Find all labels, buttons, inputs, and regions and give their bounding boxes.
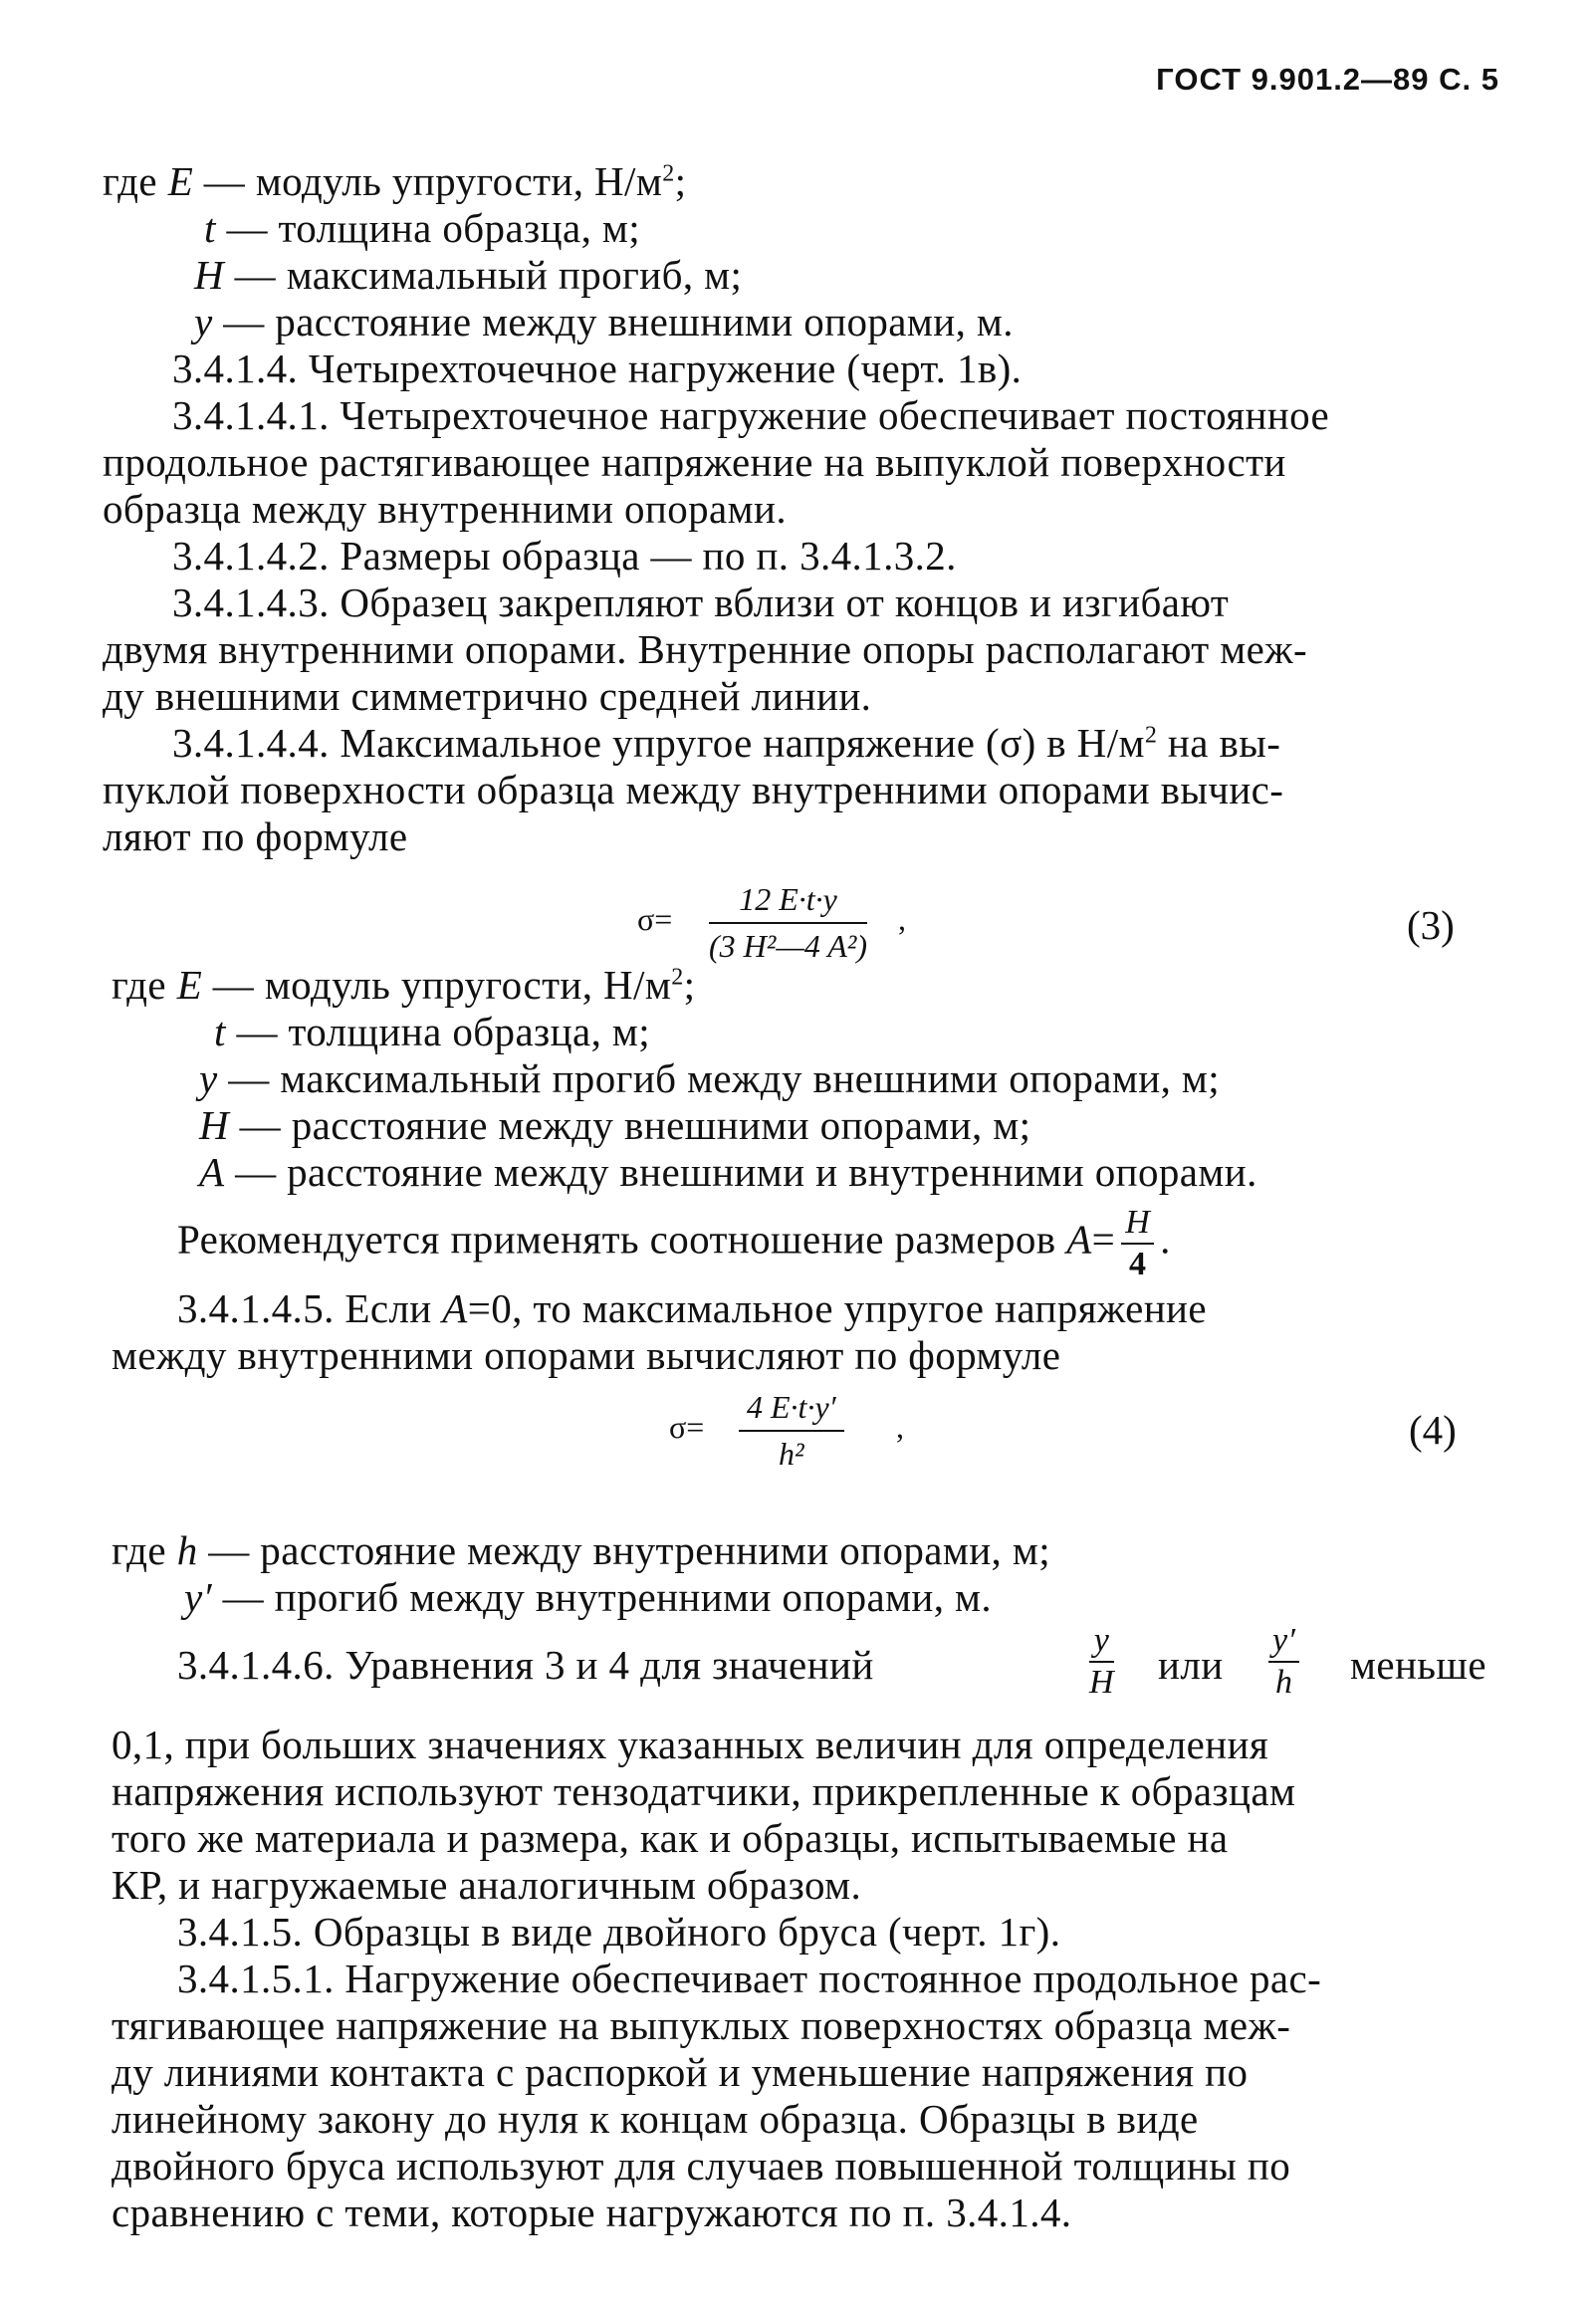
equation-number-4: (4): [1409, 1407, 1457, 1453]
paragraph-line: тягивающее напряжение на выпуклых поверхностях образца меж-: [112, 2002, 1291, 2048]
paragraph-line: двойного бруса используют для случаев повышенной толщины по: [112, 2143, 1291, 2189]
variable-symbol: H: [194, 252, 225, 298]
paragraph-line: ду линиями контакта с распоркой и уменьшение напряжения по: [112, 2049, 1249, 2095]
paragraph-line: [172, 719, 1280, 767]
paragraph-line: образца между внутренними опорами.: [103, 486, 787, 532]
paragraph-line: пуклой поверхности образца между внутренними опорами вычис-: [103, 767, 1284, 812]
formula-denominator: h²: [779, 1436, 804, 1472]
definition-prefix: где: [103, 158, 168, 204]
definition-prefix: где: [112, 962, 177, 1008]
paragraph-line: сравнению с теми, которые нагружаются по п. 3.4.1.4.: [112, 2190, 1072, 2235]
paragraph-line: 3.4.1.4.3. Образец закрепляют вблизи от концов и изгибают: [172, 579, 1230, 625]
variable-symbol: E: [176, 962, 203, 1008]
paragraph-line: 0,1, при больших значениях указанных величин для определения: [112, 1722, 1269, 1767]
formula-numerator: 12 E·t·y: [739, 881, 837, 917]
definition-line: [199, 1054, 1220, 1102]
superscript: 2: [1144, 722, 1158, 749]
definition-text: — расстояние между внешними и внутренними опорами.: [224, 1149, 1257, 1195]
paragraph-line: линейному закону до нуля к концам образца. Образцы в виде: [112, 2096, 1199, 2142]
definition-text: — максимальный прогиб между внешними опорами, м;: [217, 1055, 1221, 1101]
paragraph-line: двумя внутренними опорами. Внутренние опоры располагают меж-: [103, 626, 1307, 672]
formula-numerator: 4 E·t·y′: [747, 1389, 836, 1425]
variable-symbol: y: [194, 299, 213, 345]
inline-fraction: [1268, 1623, 1299, 1701]
variable-symbol: A: [199, 1149, 225, 1195]
fraction-numerator: y: [1089, 1623, 1114, 1663]
definition-text: — прогиб между внутренними опорами, м.: [211, 1574, 993, 1620]
paragraph-line: 3.4.1.4.1. Четырехточечное нагружение обеспечивает постоянное: [172, 392, 1330, 438]
definition-line: [214, 1008, 650, 1055]
definition-suffix: ;: [674, 158, 687, 204]
paragraph-line: КР, и нагружаемые аналогичным образом.: [112, 1862, 862, 1908]
paragraph-line: продольное растягивающее напряжение на выпуклой поверхности: [103, 439, 1286, 485]
paragraph-text: =0, то максимальное упругое напряжение: [467, 1285, 1207, 1331]
definition-text: — толщина образца, м;: [225, 1009, 651, 1054]
equation-number-3: (3): [1407, 902, 1455, 948]
definition-text: — расстояние между внутренними опорами, м;: [197, 1527, 1050, 1573]
inline-fraction: [1121, 1205, 1154, 1282]
fraction-denominator: H: [1089, 1664, 1114, 1701]
paragraph-3-4-1-4: 3.4.1.4. Четырехточечное нагружение (черт. 1в).: [172, 346, 1023, 391]
definition-line: [112, 961, 695, 1009]
superscript: 2: [671, 964, 684, 991]
superscript: 2: [662, 160, 675, 187]
definition-line: [184, 1573, 992, 1621]
definition-text: — модуль упругости, Н/м: [193, 158, 663, 204]
paragraph-line: ляют по формуле: [103, 813, 408, 859]
definition-line: [112, 1526, 1050, 1574]
definition-line: [103, 157, 686, 205]
variable-symbol: y′: [184, 1574, 212, 1620]
paragraph-text: 3.4.1.4.5. Если: [177, 1285, 443, 1331]
variable-symbol: E: [167, 158, 194, 204]
variable-symbol: h: [176, 1527, 198, 1573]
paragraph-line: ду внешними симметрично средней линии.: [103, 673, 872, 719]
paragraph-text: или: [1158, 1642, 1224, 1688]
variable-symbol: H: [199, 1102, 230, 1148]
formula-lhs: σ=: [669, 1409, 705, 1445]
recommendation-line: [177, 1205, 1171, 1282]
equals-sign: =: [1091, 1216, 1116, 1263]
variable-symbol: A: [1066, 1216, 1092, 1263]
formula-comma: ,: [896, 1409, 904, 1445]
running-head: ГОСТ 9.901.2—89 С. 5: [1156, 62, 1499, 97]
variable-symbol: A: [442, 1285, 468, 1331]
definition-suffix: ;: [683, 962, 696, 1008]
formula-fraction: [739, 1389, 844, 1473]
paragraph-line: 3.4.1.5.1. Нагружение обеспечивает постоянное продольное рас-: [177, 1956, 1322, 2001]
fraction-denominator: 4: [1128, 1246, 1147, 1282]
paragraph-text: 3.4.1.4.6. Уравнения 3 и 4 для значений: [177, 1642, 874, 1688]
paragraph-3-4-1-5: 3.4.1.5. Образцы в виде двойного бруса (черт. 1г).: [177, 1909, 1061, 1955]
definition-line: [194, 251, 742, 299]
definition-text: — толщина образца, м;: [215, 205, 641, 251]
formula-4: [669, 1389, 968, 1472]
formula-lhs: σ=: [637, 901, 673, 937]
definition-line: [194, 298, 1014, 346]
formula-denominator: (3 H²—4 A²): [709, 928, 868, 964]
definition-line: [204, 204, 640, 252]
recommendation-text: Рекомендуется применять соотношение размеров: [177, 1216, 1067, 1263]
formula-3: [637, 881, 996, 964]
paragraph-line: между внутренними опорами вычисляют по формуле: [112, 1332, 1061, 1378]
formula-fraction: [709, 881, 867, 965]
paragraph-line: того же материала и размера, как и образцы, испытываемые на: [112, 1815, 1229, 1861]
paragraph-3-4-1-4-2: 3.4.1.4.2. Размеры образца — по п. 3.4.1.3.2.: [172, 533, 957, 578]
paragraph-line: напряжения используют тензодатчики, прикрепленные к образцам: [112, 1768, 1296, 1814]
definition-prefix: где: [112, 1527, 177, 1573]
paragraph-text: меньше: [1350, 1642, 1486, 1688]
fraction-denominator: h: [1274, 1664, 1293, 1701]
definition-text: — расстояние между внешними опорами, м.: [212, 299, 1014, 345]
paragraph-text: 3.4.1.4.4. Максимальное упругое напряжение (σ) в Н/м: [172, 720, 1145, 766]
definition-text: — расстояние между внешними опорами, м;: [229, 1102, 1031, 1148]
variable-symbol: t: [204, 205, 216, 251]
recommendation-suffix: .: [1160, 1216, 1171, 1263]
inline-fraction: [1089, 1623, 1114, 1701]
definition-text: — модуль упругости, Н/м: [202, 962, 672, 1008]
definition-text: — максимальный прогиб, м;: [224, 252, 743, 298]
variable-symbol: y: [199, 1055, 218, 1101]
paragraph-line: [177, 1284, 1207, 1332]
definition-line: [199, 1148, 1257, 1196]
variable-symbol: t: [214, 1009, 226, 1054]
paragraph-text: на вы-: [1157, 720, 1281, 766]
definition-line: [199, 1101, 1030, 1149]
fraction-numerator: y′: [1268, 1623, 1299, 1663]
formula-comma: ,: [898, 901, 906, 937]
fraction-numerator: H: [1121, 1205, 1154, 1245]
